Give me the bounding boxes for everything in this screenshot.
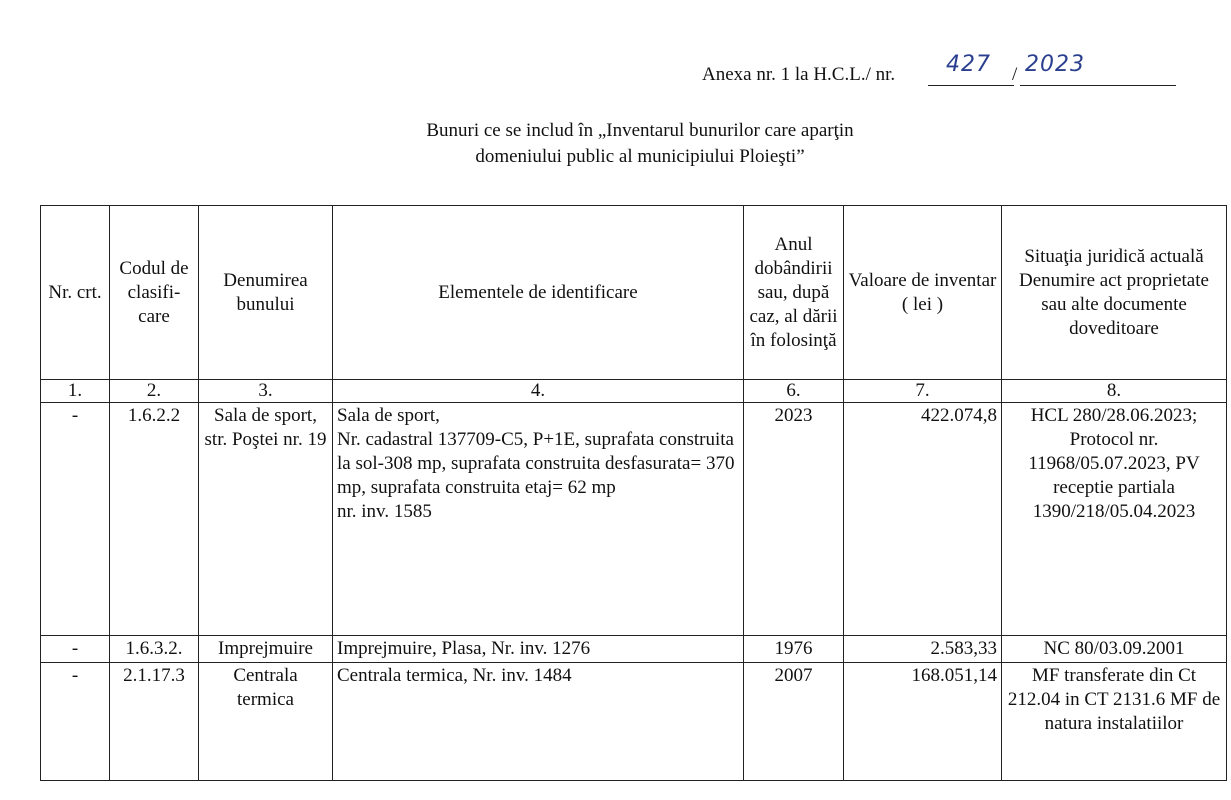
row-identification [333,663,744,781]
ident-line: Nr. cadastral 137709-C5, P+1E, suprafata construita la sol-308 mp, suprafata construita desfasurata= 370 mp, suprafata construita etaj= 62 mp [337,429,735,498]
col-number: 2. [110,380,199,403]
col-header-value: Valoare de inventar ( lei ) [844,206,1002,380]
col-number: 8. [1002,380,1227,403]
row-year: 1976 [744,636,844,663]
ident-line: Centrala termica, Nr. inv. 1484 [337,665,572,686]
row-identification [333,636,744,663]
ident-line: Imprejmuire, Plasa, Nr. inv. 1276 [337,638,591,659]
row-identification [333,403,744,636]
row-code: 1.6.3.2. [110,636,199,663]
document-title [300,118,980,170]
col-header-year: Anul dobândirii sau, după caz, al dării în folosinţă [744,206,844,380]
ident-line: nr. inv. 1585 [337,501,432,522]
table-row [41,663,1227,781]
row-year: 2007 [744,663,844,781]
annex-label: Anexa nr. 1 la H.C.L./ nr. [702,64,896,85]
title-line-2: domeniului public al municipiului Ploieşti” [475,146,805,167]
col-number: 7. [844,380,1002,403]
col-header-name: Denumirea bunului [199,206,333,380]
annex-slash: / [1012,64,1018,85]
row-nr: - [41,636,110,663]
title-line-1: Bunuri ce se includ în „Inventarul bunurilor care aparţin [426,120,854,141]
col-header-code: Codul de clasifi-care [110,206,199,380]
row-legal: NC 80/03.09.2001 [1002,636,1227,663]
col-number: 3. [199,380,333,403]
column-number-row [41,380,1227,403]
row-legal: MF transferate din Ct 212.04 in CT 2131.6 MF de natura instalatiilor [1002,663,1227,781]
row-nr: - [41,663,110,781]
row-value: 2.583,33 [844,636,1002,663]
header-row [41,206,1227,380]
col-header-legal: Situaţia juridică actuală Denumire act proprietate sau alte documente doveditoare [1002,206,1227,380]
row-value: 168.051,14 [844,663,1002,781]
row-name: Sala de sport, str. Poştei nr. 19 [199,403,333,636]
row-year: 2023 [744,403,844,636]
col-number: 6. [744,380,844,403]
row-name: Imprejmuire [199,636,333,663]
row-code: 2.1.17.3 [110,663,199,781]
handwritten-decision-number: 427 [946,52,991,77]
table-row [41,636,1227,663]
col-header-identification: Elementele de identificare [333,206,744,380]
row-legal: HCL 280/28.06.2023; Protocol nr. 11968/05.07.2023, PV receptie partiala 1390/218/05.04.2023 [1002,403,1227,636]
year-blank-line [1020,85,1176,86]
handwritten-year: 2023 [1025,52,1085,77]
row-name: Centrala termica [199,663,333,781]
row-nr: - [41,403,110,636]
row-value: 422.074,8 [844,403,1002,636]
col-number: 4. [333,380,744,403]
row-code: 1.6.2.2 [110,403,199,636]
col-number: 1. [41,380,110,403]
number-blank-line [928,85,1014,86]
table-row [41,403,1227,636]
annex-header [702,52,1176,88]
inventory-table [40,205,1227,781]
col-header-nr: Nr. crt. [41,206,110,380]
ident-line: Sala de sport, [337,405,440,426]
